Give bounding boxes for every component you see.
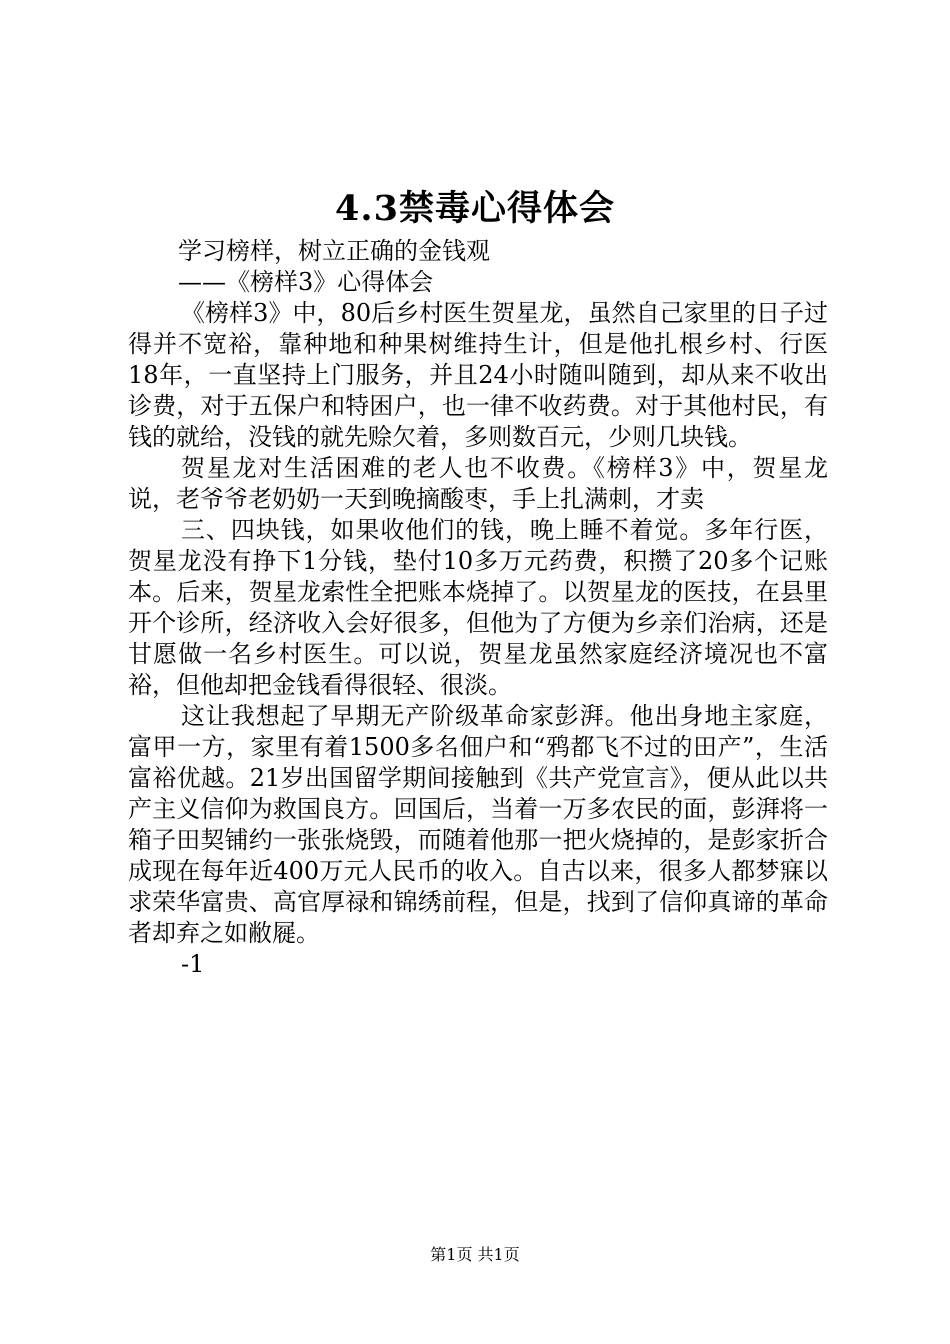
page-footer: 第1页 共1页 — [430, 1245, 520, 1264]
paragraph: 《榜样3》中，80后乡村医生贺星龙，虽然自己家里的日子过得并不宽裕，靠种地和种果树维持生计，但是他扎根乡村、行医18年，一直坚持上门服务，并且24小时随叫随到，却从来不收出诊费，对于五保户和特困户，也一律不收药费。对于其他村民，有钱的就给，没钱的就先赊欠着，多则数百元，少则几块钱。 — [128, 299, 828, 451]
document-body — [128, 236, 828, 980]
page-mark: -1 — [181, 950, 205, 978]
paragraph: 这让我想起了早期无产阶级革命家彭湃。他出身地主家庭，富甲一方，家里有着1500多名佃户和“鸦都飞不过的田产”，生活富裕优越。21岁出国留学期间接触到《共产党宣言》，便从此以共产主义信仰为救国良方。回国后，当着一万多农民的面，彭湃将一箱子田契铺约一张张烧毁，而随着他那一把火烧掉的，是彭家折合成现在每年近400万元人民币的收入。自古以来，很多人都梦寐以求荣华富贵、高官厚禄和锦绣前程，但是，找到了信仰真谛的革命者却弃之如敝屣。 — [128, 702, 828, 947]
paragraph: 贺星龙对生活困难的老人也不收费。《榜样3》中，贺星龙说，老爷爷老奶奶一天到晚摘酸枣，手上扎满刺，才卖 — [128, 454, 828, 513]
paragraph: 三、四块钱，如果收他们的钱，晚上睡不着觉。多年行医，贺星龙没有挣下1分钱，垫付10多万元药费，积攒了20多个记账本。后来，贺星龙索性全把账本烧掉了。以贺星龙的医技，在县里开个诊所，经济收入会好很多，但他为了方便为乡亲们治病，还是甘愿做一名乡村医生。可以说，贺星龙虽然家庭经济境况也不富裕，但他却把金钱看得很轻、很淡。 — [128, 516, 828, 699]
subtitle-line: 学习榜样，树立正确的金钱观 — [178, 237, 490, 265]
subtitle-line: ——《榜样3》心得体会 — [178, 268, 434, 296]
document-title: 4.3禁毒心得体会 — [335, 188, 615, 229]
